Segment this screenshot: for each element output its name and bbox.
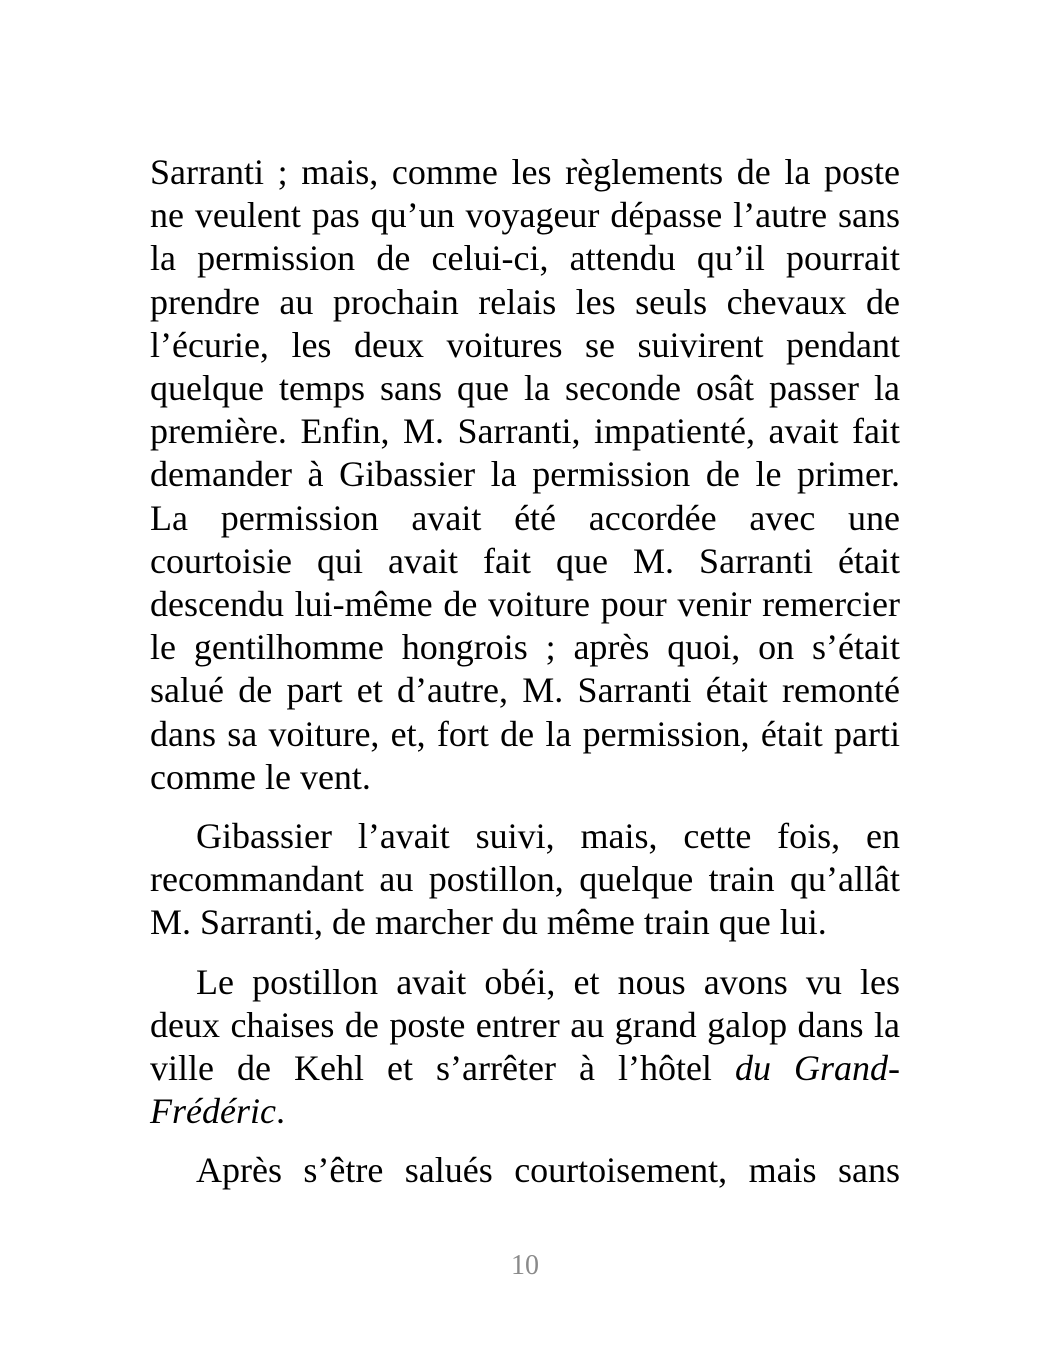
page-number: 10 — [511, 1250, 539, 1281]
paragraph-3 — [150, 961, 900, 1134]
paragraph-3-text: Le postillon avait obéi, et nous avons vu les deux chaises de poste entrer au grand galop dans la ville de Kehl et s’arrêter à l’hôtel — [150, 961, 900, 1089]
body-text — [150, 151, 900, 1193]
paragraph-2: Gibassier l’avait suivi, mais, cette fois, en recommandant au postillon, quelque train qu’allât M. Sarranti, de marcher du même train que lui. — [150, 816, 900, 943]
hotel-name-italic: du Grand-Frédéric — [150, 1048, 900, 1132]
paragraph-1: Sarranti ; mais, comme les règlements de la poste ne veulent pas qu’un voyageur dépasse l’autre sans la permission de celui-ci, attendu qu’il pourrait prendre au prochain relais les seuls chevaux de l’écurie, les deux voitures se suivirent pendant quelque temps sans que la seconde osât passer la première. Enfin, M. Sarranti, impatienté, avait fait demander à Gibassier la permission de le primer. La permission avait été accordée avec une courtoisie qui avait fait que M. Sarranti était descendu lui-même de voiture pour venir remercier le gentilhomme hongrois ; après quoi, on s’était salué de part et d’autre, M. Sarranti était remonté dans sa voiture, et, fort de la permission, était parti comme le vent. — [150, 152, 900, 797]
paragraph-4: Après s’être salués courtoisement, mais sans — [196, 1150, 900, 1191]
paragraph-3-end: . — [275, 1091, 285, 1132]
